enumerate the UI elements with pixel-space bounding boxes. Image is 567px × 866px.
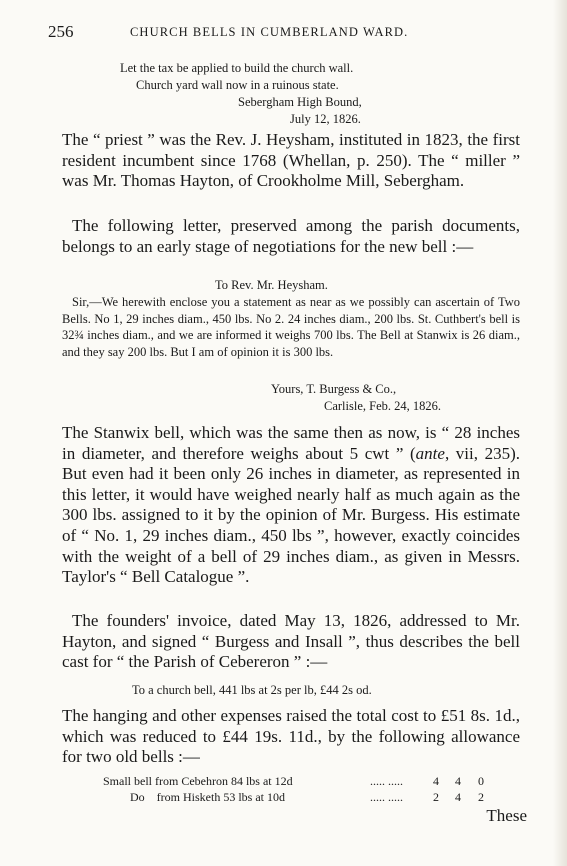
- allowance-shillings-2: 4: [455, 790, 461, 804]
- paragraph-text-cont: , vii, 235). But even had it been only 26 inches in diameter, as represented in this letter, it would have weighed nearly half as much again as the 300 lbs. assigned to it by the opinion of Mr. Burgess. His estimate of “ No. 1, 29 inches diam., 450 lbs ”, however, exactly coincides with the weight of a bell of 29 inches diam., as given in Messrs. Taylor's “ Bell Catalogue ”.: [62, 443, 520, 587]
- paragraph-text: The hanging and other expenses raised the total cost to £51 8s. 1d., which was reduced to £44 19s. 11d., by the following allowance for two old bells :—: [62, 706, 520, 767]
- running-header: [48, 22, 528, 42]
- letter-address: To Rev. Mr. Heysham.: [215, 278, 328, 292]
- letter-text: Sir,—We herewith enclose you a statement as near as we possibly can ascertain of Two Bells. No 1, 29 inches diam., 450 lbs. No 2. 24 inches diam., 200 lbs. St. Cuthbert's bell is 32¾ inches diam., and we are informed it weighs 700 lbs. The Bell at Stanwix is 26 diam., and they say 200 lbs. But I am of opinion it is 300 lbs.: [62, 295, 520, 360]
- paragraph-text: The following letter, preserved among the parish documents, belongs to an early stage of negotiations for the new bell :—: [62, 216, 520, 256]
- petition-date: July 12, 1826.: [290, 112, 361, 126]
- paragraph-stanwix: [62, 423, 520, 588]
- allowance-pence-2: 2: [478, 790, 484, 804]
- petition-line-1: Let the tax be applied to build the church wall.: [120, 61, 354, 75]
- petition-place: Sebergham High Bound,: [238, 95, 362, 109]
- allowance-label-2: Do from Hisketh 53 lbs at 10d: [130, 790, 285, 804]
- allowance-pence-1: 0: [478, 774, 484, 788]
- page-edge-shadow: [553, 0, 567, 866]
- allowance-pounds-2: 2: [433, 790, 439, 804]
- ante-italic: ante: [415, 443, 445, 463]
- paragraph-text: The “ priest ” was the Rev. J. Heysham, instituted in 1823, the first resident incumbent since 1768 (Whellan, p. 250). The “ miller ” was Mr. Thomas Hayton, of Crookholme Mill, Sebergham.: [62, 130, 520, 191]
- paragraph-text: The founders' invoice, dated May 13, 1826, addressed to Mr. Hayton, and signed “ Burgess and Insall ”, thus describes the bell cast for “ the Parish of Cebereron ” :—: [62, 611, 520, 672]
- paragraph-invoice: [62, 611, 520, 673]
- letter-body: [62, 294, 520, 361]
- invoice-line: To a church bell, 441 lbs at 2s per lb, £44 2s od.: [132, 683, 372, 697]
- paragraph-heysham: [62, 130, 520, 192]
- paragraph-text: The Stanwix bell, which was the same then as now, is “ 28 inches in diameter, and therefore weighs about 5 cwt ” (: [62, 423, 520, 463]
- catchword: These: [486, 806, 527, 825]
- letter-signature: Yours, T. Burgess & Co.,: [271, 382, 397, 396]
- allowance-shillings-1: 4: [455, 774, 461, 788]
- running-title: CHURCH BELLS IN CUMBERLAND WARD.: [130, 25, 409, 39]
- paragraph-letter-intro: [62, 216, 520, 257]
- allowance-dots-1: ..... .....: [370, 774, 403, 788]
- paragraph-expenses: [62, 706, 520, 768]
- letter-place-date: Carlisle, Feb. 24, 1826.: [324, 399, 442, 413]
- allowance-dots-2: ..... .....: [370, 790, 403, 804]
- page-number: 256: [48, 22, 74, 41]
- petition-line-2: Church yard wall now in a ruinous state.: [136, 78, 339, 92]
- allowance-label-1: Small bell from Cebehron 84 lbs at 12d: [103, 774, 293, 788]
- allowance-pounds-1: 4: [433, 774, 439, 788]
